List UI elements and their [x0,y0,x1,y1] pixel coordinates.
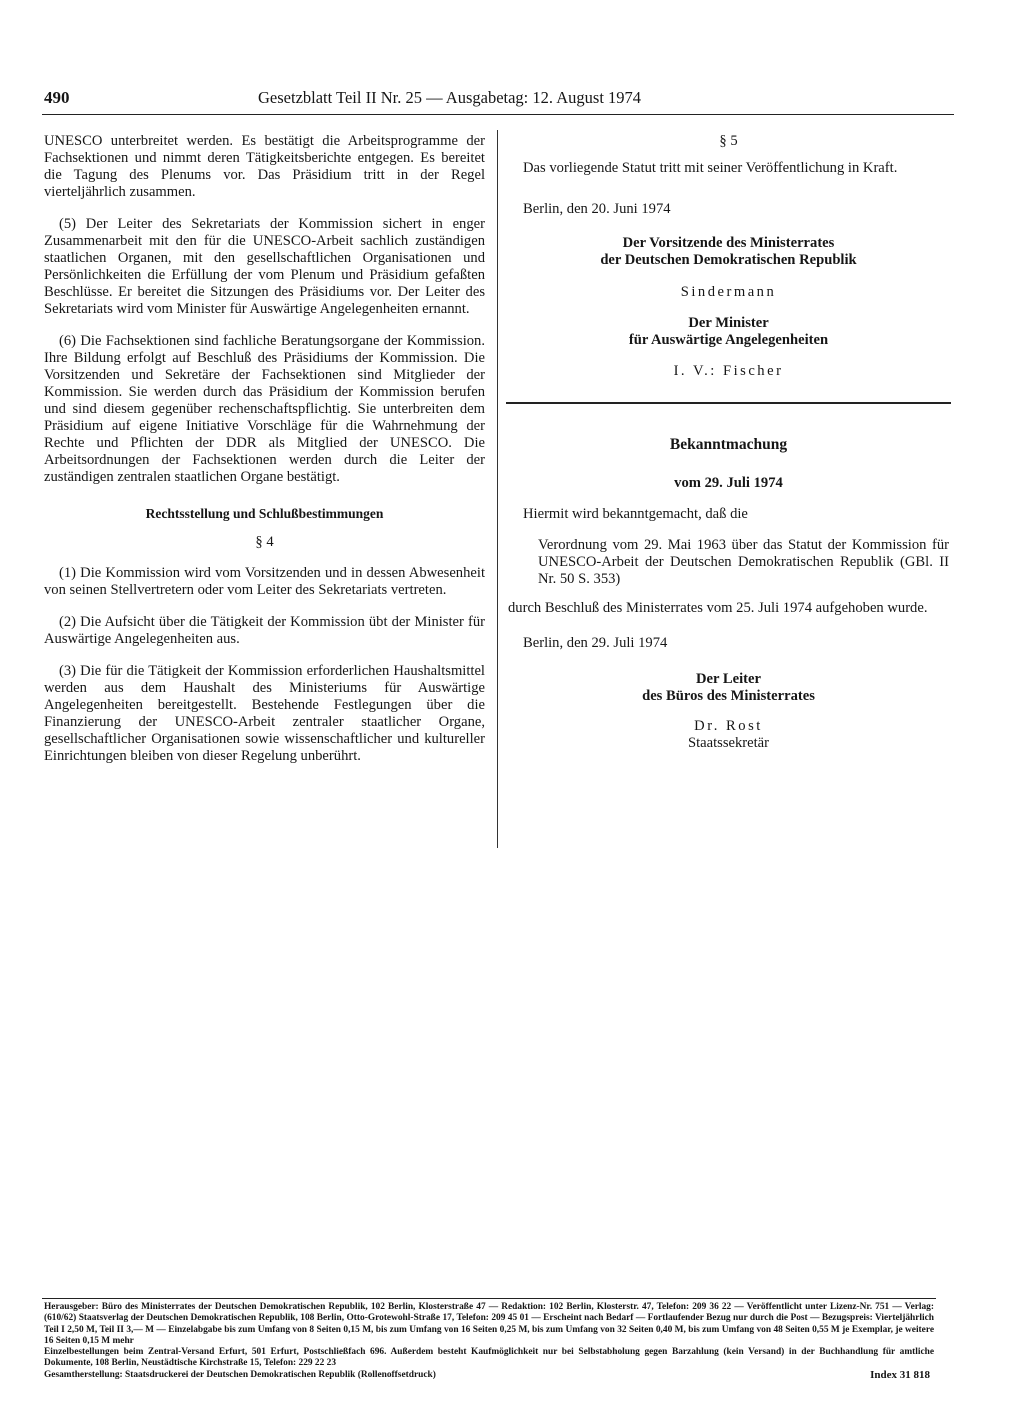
footer-imprint: Herausgeber: Büro des Ministerrates der Deutschen Demokratischen Republik, 102 Berlin, Klosterstraße 47 — Redaktion: 102 Berlin, Klosterstr. 47, Telefon: 209 36 22 — Veröffentlicht unter Lizenz-Nr. 751 — Verlag: (610/62) Staatsverlag der Deutschen Demokratischen Republik, 108 Berlin, Otto-Grotewohl-Straße 17, Telefon: 209 45 01 — Erscheint nach Bedarf — Fortlaufender Bezug nur durch die Post — Bezugspreis: Vierteljährlich Teil I 2,50 M, Teil II 3,— M — Einzelabgabe bis zum Umfang von 8 Seiten 0,15 M, bis zum Umfang von 16 Seiten 0,25 M, bis zum Umfang von 32 Seiten 0,40 M, bis zum Umfang von 48 Seiten 0,55 M je Exemplar, je weitere 16 Seiten 0,15 M mehr [44,1302,934,1346]
signatory-1-name: Sindermann [680,284,777,300]
paragraph-4-1: (1) Die Kommission wird vom Vorsitzenden und in dessen Abwesenheit von seinen Stellvertretern oder vom Leiter des Sekretariats vertreten. [44,565,485,598]
paragraph-5-text: Das vorliegende Statut tritt mit seiner Veröffentlichung in Kraft. [523,160,898,176]
section-heading: Rechtsstellung und Schlußbestimmungen [145,506,384,521]
left-column [44,133,485,765]
imprint-footer [44,1302,934,1381]
paragraph-4-2: (2) Die Aufsicht über die Tätigkeit der Kommission übt der Minister für Auswärtige Angelegenheiten aus. [44,614,485,647]
notice-date: vom 29. Juli 1974 [674,475,783,491]
footer-rule [42,1298,936,1299]
notice-outro: durch Beschluß des Ministerrates vom 25. Juli 1974 aufgehoben wurde. [508,600,928,616]
signatory-1-title: Der Vorsitzende des Ministerrates [622,235,835,251]
running-head: Gesetzblatt Teil II Nr. 25 — Ausgabetag: 12. August 1974 [258,88,642,107]
header-rule [42,114,954,115]
notice-ordinance: Verordnung vom 29. Mai 1963 über das Statut der Kommission für UNESCO-Arbeit der Deutschen Demokratischen Republik (GBl. II Nr. 50 S. 353) [538,537,949,587]
footer-printer: Gesamtherstellung: Staatsdruckerei der Deutschen Demokratischen Republik (Rollenoffsetdruck) [44,1369,436,1380]
signatory-2-name: I. V.: Fischer [673,363,784,379]
date-place-2: Berlin, den 29. Juli 1974 [523,635,668,651]
signatory-2-title: Der Minister [688,315,769,331]
signatory-3-title-2: des Büros des Ministerrates [642,688,815,704]
date-place-1: Berlin, den 20. Juni 1974 [523,201,671,217]
footer-last-line [44,1370,934,1381]
section-mark-5: § 5 [719,133,738,149]
section-separator [506,402,951,404]
paragraph-4-3: (3) Die für die Tätigkeit der Kommission erforderlichen Haushaltsmittel werden aus dem Haushalt des Ministeriums für Auswärtige Angelegenheiten bereitgestellt. Bestehende Festlegungen über die Finanzierung der UNESCO-Arbeit zentraler staatlicher Organe, gesellschaftlicher Organisationen sowie wissenschaftlicher und kultureller Einrichtungen bleiben von dieser Regelung unberührt. [44,663,485,764]
section-mark-4: § 4 [255,534,274,550]
notice-intro: Hiermit wird bekanntgemacht, daß die [523,506,748,522]
column-divider [497,130,498,848]
paragraph-5: (5) Der Leiter des Sekretariats der Kommission sichert in enger Zusammenarbeit mit den für die UNESCO-Arbeit sachlich zuständigen staatlichen Organen, mit den gesellschaftlichen Organisationen und Persönlichkeiten die Erfüllung der vom Plenum und Präsidium gefaßten Beschlüsse. Er bereitet die Sitzungen des Präsidiums vor. Der Leiter des Sekretariats wird vom Minister für Auswärtige Angelegenheiten ernannt. [44,216,485,317]
signatory-3-name: Dr. Rost [694,718,763,734]
footer-orders: Einzelbestellungen beim Zentral-Versand Erfurt, 501 Erfurt, Postschließfach 696. Außerdem besteht Kaufmöglichkeit nur bei Selbstabholung gegen Barzahlung (kein Versand) in der Buchhandlung für amtliche Dokumente, 108 Berlin, Neustädtische Kirchstraße 15, Telefon: 229 22 23 [44,1347,934,1369]
right-column [508,133,949,752]
signatory-3-title: Der Leiter [696,671,761,687]
paragraph-continuation: UNESCO unterbreitet werden. Es bestätigt die Arbeitsprogramme der Fachsektionen und nimmt deren Tätigkeitsberichte entgegen. Es bereitet die Tagung des Plenums vor. Das Präsidium tritt in der Regel vierteljährlich zusammen. [44,133,485,200]
index-code: Index 31 818 [870,1368,930,1381]
signatory-2-title-2: für Auswärtige Angelegenheiten [628,332,829,348]
notice-title: Bekanntmachung [669,436,788,453]
paragraph-6: (6) Die Fachsektionen sind fachliche Beratungsorgane der Kommission. Ihre Bildung erfolgt auf Beschluß des Präsidiums der Kommission. Die Vorsitzenden und Sekretäre der Fachsektionen sind Mitglieder der Kommission. Sie werden durch das Präsidium der Kommission berufen und sind diesem gegenüber rechenschaftspflichtig. Sie unterbreiten dem Präsidium auf eigene Initiative Vorschläge für die Wahrnehmung der Rechte und Pflichten der DDR als Mitglied der UNESCO. Die Arbeitsordnungen der Fachsektionen werden durch die Leiter der zuständigen zentralen staatlichen Organe bestätigt. [44,333,485,485]
signatory-1-title-2: der Deutschen Demokratischen Republik [600,252,857,268]
page-number: 490 [44,88,70,107]
signatory-3-role: Staatssekretär [687,735,770,751]
